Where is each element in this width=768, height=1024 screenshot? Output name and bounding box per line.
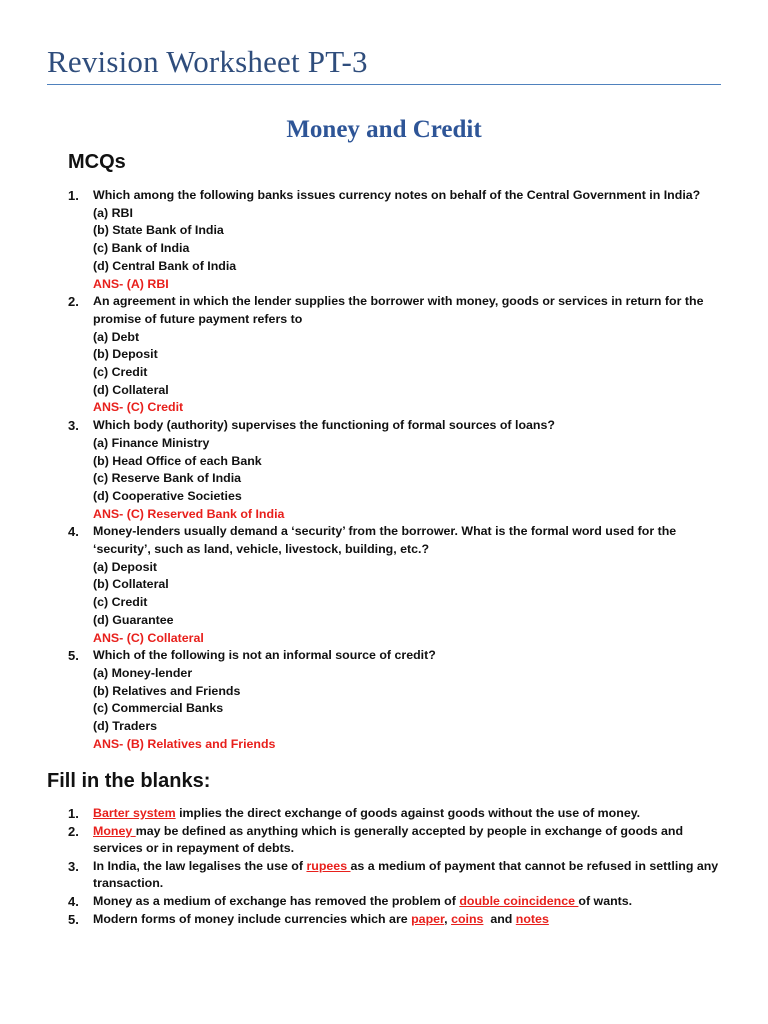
title-underline	[47, 84, 721, 85]
sentence-text: and	[483, 911, 516, 926]
option: (d) Cooperative Societies	[93, 488, 242, 503]
question-number: 3.	[68, 418, 79, 434]
fill-blanks-heading: Fill in the blanks:	[47, 770, 211, 792]
blank-answer: double coincidence	[459, 893, 579, 908]
option: (a) Deposit	[93, 559, 158, 574]
fill-blank-item	[68, 911, 728, 929]
item-number: 1.	[68, 806, 79, 821]
option: (a) RBI	[93, 205, 133, 220]
answer: ANS- (C) Credit	[93, 400, 184, 415]
question-number: 5.	[68, 648, 79, 664]
item-number: 2.	[68, 823, 79, 839]
fill-blank-item	[68, 823, 728, 858]
option: (a) Money-lender	[93, 665, 193, 680]
option: (b) Deposit	[93, 347, 158, 362]
mcq-list	[68, 187, 728, 754]
mcq-question	[68, 187, 728, 293]
fill-blank-item	[68, 893, 728, 911]
mcq-question	[68, 523, 728, 647]
question-text: Money-lenders usually demand a ‘security’ from the borrower. What is the formal word used for the ‘security’, such as land, vehicle, livestock, building, etc.?	[93, 524, 677, 557]
fill-blank-item	[68, 858, 728, 893]
question-text: An agreement in which the lender supplies the borrower with money, goods or services in return for the promise of future payment refers to	[93, 294, 704, 326]
question-text: Which among the following banks issues currency notes on behalf of the Central Government in India?	[93, 188, 701, 202]
sentence-text: implies the direct exchange of goods against goods without the use of money.	[175, 806, 641, 820]
option: (d) Traders	[93, 719, 158, 734]
mcq-question	[68, 293, 728, 417]
fill-blanks-list	[68, 805, 728, 928]
item-number: 3.	[68, 858, 79, 874]
option: (d) Guarantee	[93, 612, 174, 627]
sentence-text: as a medium of payment that cannot be refused in settling any transaction.	[93, 858, 719, 891]
sentence-text: may be defined as anything which is generally accepted by people in exchange of goods and services or in repayment of debts.	[93, 823, 684, 856]
option: (d) Collateral	[93, 382, 169, 397]
option: (c) Credit	[93, 595, 148, 610]
blank-answer: Money	[93, 823, 136, 838]
question-text: Which body (authority) supervises the functioning of formal sources of loans?	[93, 418, 555, 433]
answer: ANS- (A) RBI	[93, 276, 169, 291]
document-title: Revision Worksheet PT-3	[47, 44, 368, 79]
question-number: 2.	[68, 294, 79, 310]
sentence-text: Money as a medium of exchange has removed the problem of	[93, 893, 460, 908]
mcq-question	[68, 417, 728, 523]
question-number: 1.	[68, 188, 79, 203]
option: (b) Relatives and Friends	[93, 683, 241, 698]
item-number: 5.	[68, 911, 79, 927]
option: (c) Commercial Banks	[93, 701, 224, 716]
subject-heading: Money and Credit	[286, 116, 482, 143]
option: (a) Debt	[93, 329, 140, 344]
blank-answer: coins	[451, 911, 484, 926]
sentence-text: ,	[444, 911, 452, 926]
blank-answer: notes	[515, 911, 549, 926]
blank-answer: paper	[411, 911, 445, 926]
question-text: Which of the following is not an informal source of credit?	[93, 648, 436, 663]
item-number: 4.	[68, 893, 79, 909]
option: (b) Collateral	[93, 577, 169, 592]
fill-blank-item	[68, 805, 728, 823]
answer: ANS- (C) Collateral	[93, 630, 204, 645]
option: (d) Central Bank of India	[93, 258, 237, 273]
mcq-question	[68, 647, 728, 753]
blank-answer: rupees	[306, 858, 351, 873]
option: (b) State Bank of India	[93, 223, 224, 238]
blank-answer: Barter system	[93, 806, 176, 820]
sentence-text: of wants.	[578, 893, 633, 908]
answer: ANS- (B) Relatives and Friends	[93, 736, 276, 751]
question-number: 4.	[68, 524, 79, 540]
option: (b) Head Office of each Bank	[93, 453, 262, 468]
sentence-text: In India, the law legalises the use of	[93, 858, 307, 873]
option: (a) Finance Ministry	[93, 435, 210, 450]
answer: ANS- (C) Reserved Bank of India	[93, 506, 285, 521]
mcq-heading: MCQs	[68, 151, 126, 173]
option: (c) Credit	[93, 365, 148, 380]
option: (c) Reserve Bank of India	[93, 471, 242, 486]
option: (c) Bank of India	[93, 241, 190, 256]
sentence-text: Modern forms of money include currencies which are	[93, 911, 412, 926]
